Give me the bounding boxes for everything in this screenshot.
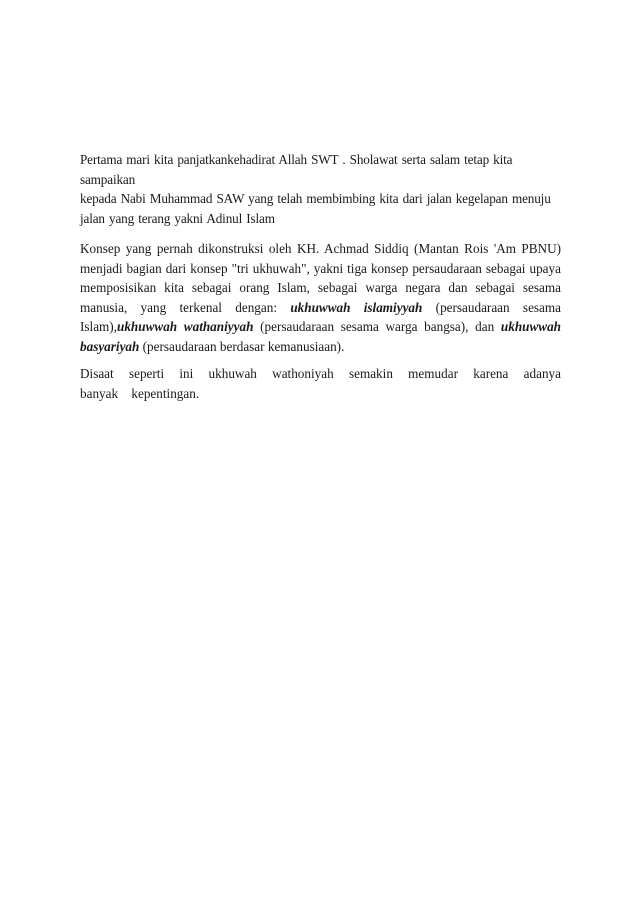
tri-ukhuwah-paragraph bbox=[80, 239, 561, 356]
tri-ukhuwah-intro: Konsep yang pernah dikonstruksi oleh KH. Achmad Siddiq (Mantan Rois 'Am PBNU) menjadi bagian dari konsep "tri ukhuwah", yakni tiga konsep persaudaraan sebagai upaya memposisikan kita sebagai orang Islam, sebagai warga negara dan sebagai sesama manusia, yang terkenal dengan: bbox=[80, 241, 561, 315]
closing-paragraph: Disaat seperti ini ukhuwah wathoniyah semakin memudar karena adanya banyak kepentingan. bbox=[80, 366, 561, 401]
opening-line-3: jalan yang terang yakni Adinul Islam bbox=[80, 210, 275, 226]
term-ukhuwwah-islamiyyah-desc: (persaudaraan sesama Islam), bbox=[80, 299, 562, 334]
term-ukhuwwah-basyariyah: ukhuwwah basyariyah bbox=[80, 319, 562, 354]
opening-paragraph bbox=[80, 150, 561, 228]
opening-line-1: Pertama mari kita panjatkankehadirat Allah SWT . Sholawat serta salam tetap kita sampaikan bbox=[80, 152, 513, 187]
term-ukhuwwah-islamiyyah: ukhuwwah islamiyyah bbox=[290, 299, 423, 315]
term-ukhuwwah-wathaniyyah: ukhuwwah wathaniyyah bbox=[117, 319, 254, 334]
term-ukhuwwah-wathaniyyah-desc: (persaudaraan sesama warga bangsa), dan bbox=[253, 319, 501, 334]
document-body bbox=[80, 150, 561, 403]
term-ukhuwwah-basyariyah-desc: (persaudaraan berdasar kemanusiaan). bbox=[139, 338, 345, 354]
opening-line-2: kepada Nabi Muhammad SAW yang telah membimbing kita dari jalan kegelapan menuju bbox=[80, 191, 551, 206]
